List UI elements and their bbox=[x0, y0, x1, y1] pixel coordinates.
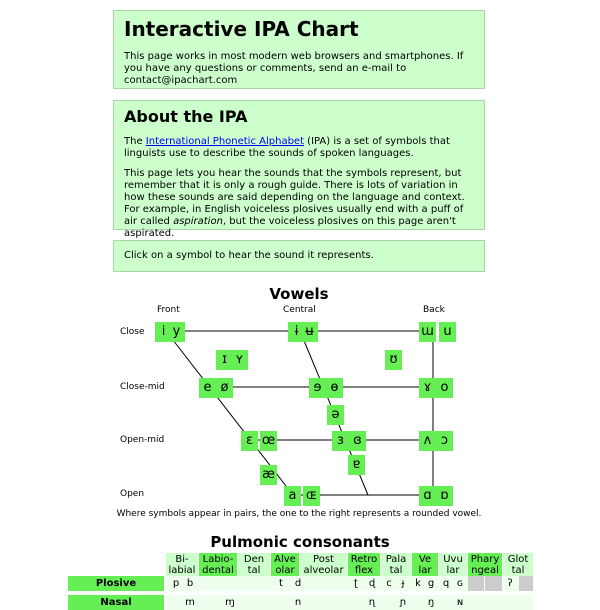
col-header-alveolar bbox=[271, 553, 299, 577]
vowel-symbol[interactable]: ɒ bbox=[436, 486, 453, 506]
row-label-open-mid: Open-mid bbox=[120, 435, 165, 445]
impossible-cell bbox=[468, 576, 484, 591]
vowel-symbol[interactable]: ʏ bbox=[231, 350, 248, 370]
vowel-symbol[interactable]: e bbox=[199, 378, 216, 398]
about-box bbox=[113, 100, 485, 239]
vowel-symbol[interactable]: ɤ bbox=[419, 378, 436, 398]
row-label-open: Open bbox=[120, 489, 145, 499]
consonant-symbol[interactable]: ʔ bbox=[507, 578, 513, 589]
consonant-symbol[interactable]: ŋ bbox=[427, 597, 435, 608]
vowel-symbol[interactable]: a bbox=[284, 486, 301, 506]
about-p2-pre: This page lets you hear the sounds that the symbols represent, but remember that it is only a rough guide. There is lots of variation in how these sounds are said depending on the language and context. For example, in English voiceless plosives usually end with a puff of air called bbox=[124, 168, 465, 227]
vowel-symbol[interactable]: ə bbox=[327, 405, 344, 425]
col-header-line2: labial bbox=[168, 565, 196, 576]
consonant-symbol[interactable]: p bbox=[172, 578, 180, 589]
consonant-symbol[interactable]: ɲ bbox=[399, 597, 407, 608]
col-header-velar bbox=[412, 553, 438, 577]
consonant-symbol[interactable]: ɢ bbox=[456, 578, 464, 589]
vowel-symbol[interactable]: y bbox=[168, 322, 185, 342]
vowel-chart bbox=[113, 285, 485, 525]
vowel-symbol[interactable]: ɨ bbox=[288, 322, 305, 342]
col-header-line1: Alve bbox=[274, 554, 296, 565]
vowel-symbol[interactable]: ɵ bbox=[326, 378, 343, 398]
vowel-symbol[interactable]: ɪ bbox=[216, 350, 233, 370]
page-title: Interactive IPA Chart bbox=[124, 17, 359, 41]
about-p1-pre: The bbox=[124, 136, 146, 147]
vowel-note: Where symbols appear in pairs, the one to the right represents a rounded vowel. bbox=[116, 509, 482, 519]
consonant-symbol[interactable]: ɟ bbox=[401, 578, 405, 589]
vowel-symbol[interactable]: i bbox=[155, 322, 172, 342]
ipa-link[interactable]: International Phonetic Alphabet bbox=[145, 136, 304, 147]
col-header-line2: lar bbox=[418, 565, 432, 576]
row-label-close-mid: Close-mid bbox=[120, 382, 165, 392]
about-p1-post: (IPA) is a set of symbols that linguists use to describe the sounds of spoken languages. bbox=[124, 136, 450, 159]
about-paragraph-1 bbox=[124, 136, 474, 160]
about-title: About the IPA bbox=[124, 107, 248, 126]
vowel-symbol[interactable]: æ bbox=[260, 465, 277, 485]
col-header-line2: dental bbox=[202, 565, 234, 576]
vowel-symbol[interactable]: ɯ bbox=[419, 322, 436, 342]
consonant-symbol[interactable]: g bbox=[427, 578, 435, 589]
vowel-symbol[interactable]: ɞ bbox=[349, 431, 366, 451]
about-p2-em: aspiration bbox=[173, 216, 223, 227]
col-header-line1: Labio- bbox=[202, 554, 234, 565]
col-header-line2: flex bbox=[354, 565, 374, 576]
consonant-symbol[interactable]: ʈ bbox=[354, 578, 358, 589]
intro-box bbox=[113, 10, 485, 89]
col-header-retroflex bbox=[348, 553, 380, 577]
col-header-line2: tal bbox=[511, 565, 525, 576]
vowel-symbol[interactable]: ø bbox=[216, 378, 233, 398]
col-header-labiodental bbox=[199, 553, 237, 577]
col-header-line1: Post bbox=[313, 554, 334, 565]
consonant-symbol[interactable]: n bbox=[294, 597, 302, 608]
consonant-symbol[interactable]: ɖ bbox=[368, 578, 376, 589]
consonant-symbol[interactable]: k bbox=[415, 578, 421, 589]
col-header-line1: Uvu bbox=[443, 554, 463, 565]
col-header-palatal bbox=[381, 553, 411, 577]
vowel-symbol[interactable]: ɐ bbox=[348, 455, 365, 475]
impossible-cell bbox=[485, 576, 502, 591]
vowel-symbol[interactable]: ɜ bbox=[332, 431, 349, 451]
about-paragraph-2 bbox=[124, 168, 474, 240]
col-label-front: Front bbox=[157, 305, 180, 315]
col-header-line1: Glot bbox=[507, 554, 529, 565]
nasal-row-bg bbox=[166, 595, 533, 610]
col-header-line2: tal bbox=[389, 565, 403, 576]
col-header-line1: Ve bbox=[418, 554, 432, 565]
impossible-cell bbox=[519, 576, 533, 591]
col-header-glottal bbox=[503, 553, 533, 577]
col-header-dental bbox=[238, 553, 270, 577]
intro-text: This page works in most modern web browsers and smartphones. If you have any questions or comments, send an e-mail to contact@ipachart.com bbox=[124, 51, 464, 86]
col-header-line2: olar bbox=[275, 565, 295, 576]
consonant-symbol[interactable]: t bbox=[279, 578, 283, 589]
consonant-symbol[interactable]: ɳ bbox=[368, 597, 376, 608]
vowel-symbol[interactable]: o bbox=[436, 378, 453, 398]
consonant-symbol[interactable]: d bbox=[294, 578, 302, 589]
vowel-symbol[interactable]: ɑ bbox=[419, 486, 436, 506]
col-header-line2: ngeal bbox=[471, 565, 499, 576]
col-header-pharyngeal bbox=[468, 553, 502, 577]
vowel-symbol[interactable]: ʊ bbox=[385, 350, 402, 370]
vowel-symbol[interactable]: ʉ bbox=[301, 322, 318, 342]
consonant-symbol[interactable]: ɴ bbox=[456, 597, 464, 608]
col-header-line1: Phary bbox=[470, 554, 500, 565]
consonant-symbol[interactable]: q bbox=[442, 578, 450, 589]
hint-text: Click on a symbol to hear the sound it represents. bbox=[124, 250, 374, 261]
consonant-symbol[interactable]: b bbox=[186, 578, 194, 589]
vowel-symbol[interactable]: œ bbox=[260, 431, 277, 451]
col-header-line1: Bi- bbox=[175, 554, 189, 565]
vowel-symbol[interactable]: u bbox=[439, 322, 456, 342]
col-header-line1: Retro bbox=[350, 554, 378, 565]
col-header-line2: tal bbox=[247, 565, 261, 576]
vowel-symbol[interactable]: ɛ bbox=[241, 431, 258, 451]
col-label-back: Back bbox=[423, 305, 445, 315]
row-label-close: Close bbox=[120, 327, 145, 337]
pulmonic-title: Pulmonic consonants bbox=[210, 533, 390, 551]
col-header-uvular bbox=[439, 553, 467, 577]
col-header-postalveolar bbox=[300, 553, 347, 577]
vowel-chart-title: Vowels bbox=[269, 285, 329, 303]
row-label-plosive: Plosive bbox=[68, 576, 164, 591]
col-header-line2: alveolar bbox=[303, 565, 344, 576]
hint-box bbox=[113, 240, 485, 272]
col-header-bilabial bbox=[166, 553, 198, 577]
consonant-symbol[interactable]: m bbox=[185, 597, 195, 608]
vowel-symbol[interactable]: ɘ bbox=[309, 378, 326, 398]
col-label-central: Central bbox=[283, 305, 316, 315]
col-header-line1: Pala bbox=[385, 554, 407, 565]
consonant-symbol[interactable]: ɱ bbox=[225, 597, 235, 608]
consonant-symbol[interactable]: c bbox=[386, 578, 392, 589]
col-header-line2: lar bbox=[446, 565, 460, 576]
about-p2-post: , but the voiceless plosives on this page aren't aspirated. bbox=[124, 216, 456, 239]
vowel-symbol[interactable]: ɶ bbox=[303, 486, 320, 506]
row-label-nasal: Nasal bbox=[68, 595, 164, 610]
col-header-line1: Den bbox=[243, 554, 265, 565]
vowel-symbol[interactable]: ɔ bbox=[436, 431, 453, 451]
vowel-symbol[interactable]: ʌ bbox=[419, 431, 436, 451]
